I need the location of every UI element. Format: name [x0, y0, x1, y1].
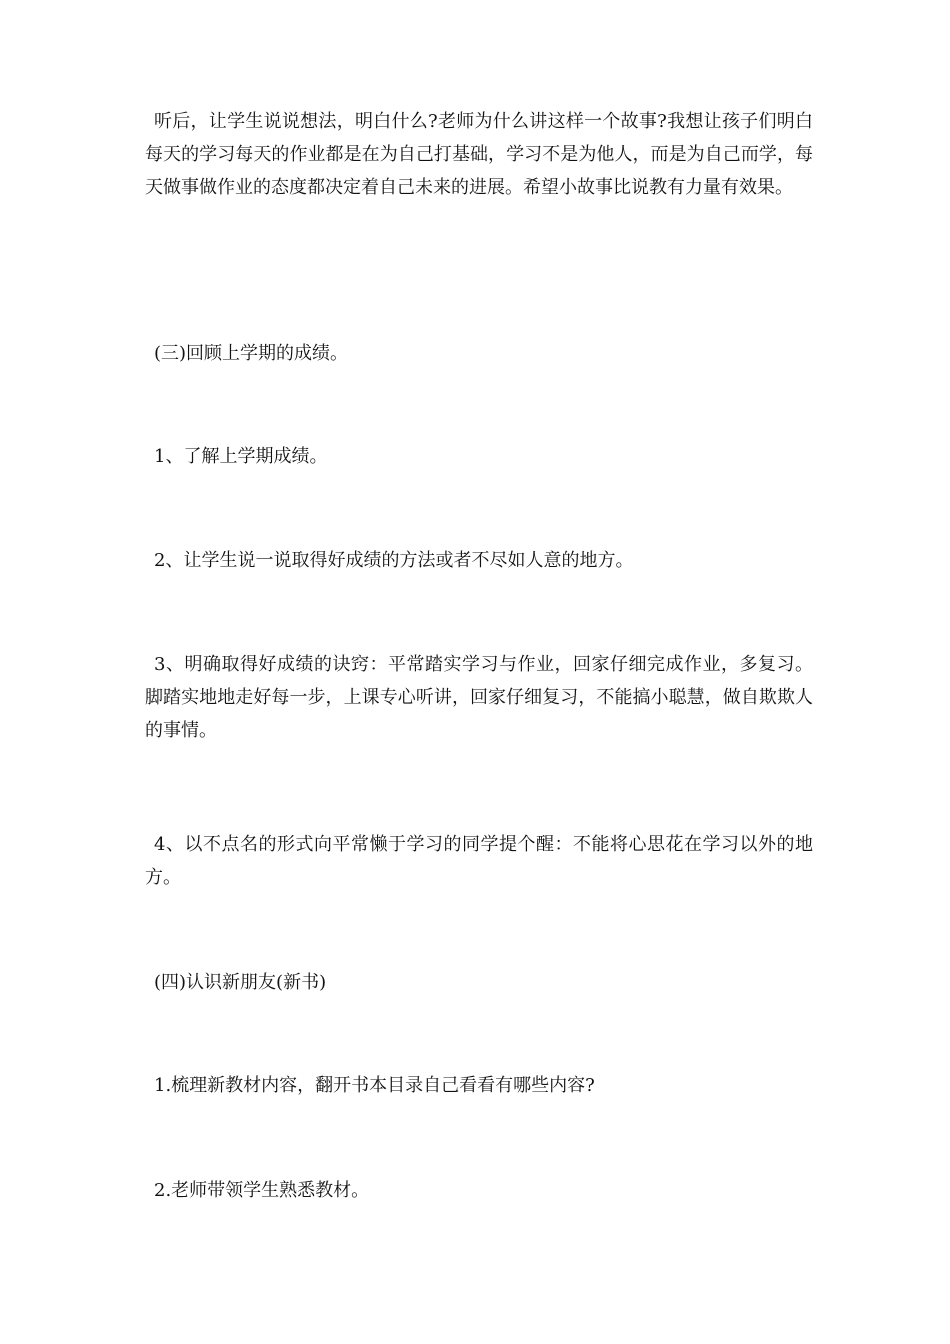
paragraph-story-reflection: 听后，让学生说说想法，明白什么?老师为什么讲这样一个故事?我想让孩子们明白每天的学习每天的作业都是在为自己打基础，学习不是为他人，而是为自己而学，每天做事做作业的态度都决定着自己未来的进展。希望小故事比说教有力量有效果。: [145, 111, 813, 198]
list-item-new-2: 2.老师带领学生熟悉教材。: [154, 1180, 370, 1201]
list-item-1: 1、了解上学期成绩。: [154, 446, 328, 467]
heading-review-last-semester: (三)回顾上学期的成绩。: [154, 343, 349, 364]
heading-new-books: (四)认识新朋友(新书): [154, 972, 327, 993]
list-item-2: 2、让学生说一说取得好成绩的方法或者不尽如人意的地方。: [154, 550, 634, 571]
list-item-3: 3、明确取得好成绩的诀窍：平常踏实学习与作业，回家仔细完成作业，多复习。脚踏实地地走好每一步，上课专心听讲，回家仔细复习，不能搞小聪慧，做自欺欺人的事情。: [145, 654, 813, 741]
list-item-new-1: 1.梳理新教材内容，翻开书本目录自己看看有哪些内容?: [154, 1075, 595, 1096]
list-item-4: 4、以不点名的形式向平常懒于学习的同学提个醒：不能将心思花在学习以外的地方。: [145, 834, 813, 888]
